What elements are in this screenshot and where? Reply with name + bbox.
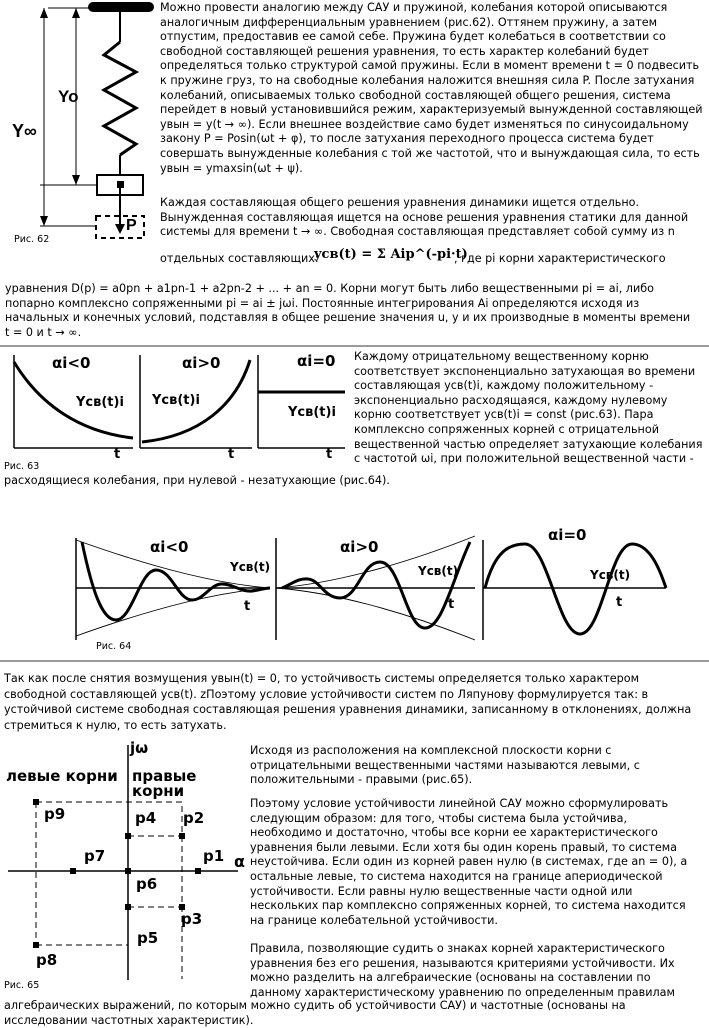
text-line: yвын = ymaxsin(ωt + ψ). (160, 161, 303, 175)
text-line: остальные левые, то система находится на границе апериодической (250, 869, 663, 883)
formula-before: отдельных составляющих: (160, 252, 319, 265)
fig65-p1: p1 (203, 847, 225, 865)
text-line: уравнения без его решения, называются критериями устойчивости. Их (250, 956, 675, 970)
fig64-label-3: Yсв(t) (590, 568, 631, 582)
text-line: системы для времени t → ∞. Свободная составляющая представляет собой сумму из n (160, 225, 675, 239)
fig65-p7: p7 (84, 847, 106, 865)
text-line: к пружине груз, то на свободные колебания наложится внешняя сила P. После затухания (160, 73, 695, 87)
text-line: начальных и конечных условий, подставляя в общее решение значения u, y и их производные в моменты времени (5, 311, 691, 325)
text-line: Правила, позволяющие судить о знаках корней характеристического (250, 942, 665, 955)
text-line: Можно провести аналогию между САУ и пружиной, колебания которой описываются (160, 1, 668, 14)
text-line: вещественной частью определяет затухающие колебания (354, 437, 703, 451)
fig63-alpha-3: αi=0 (297, 352, 336, 370)
figure-63-caption: Рис. 63 (4, 461, 40, 472)
section3-para1 (250, 744, 708, 788)
text-line: данному характеристическому уравнению по определенным правилам (250, 985, 675, 999)
fig64-alpha-2: αi>0 (340, 538, 379, 556)
fig64-label-1: Yсв(t) (230, 560, 271, 574)
section1-para1 (160, 1, 708, 176)
fig63-alpha-1: αi<0 (52, 354, 91, 372)
text-line: совершать вынужденные колебания с той же частотой, что и вынуждающая сила, то есть (160, 146, 700, 160)
label-yinf: Y∞ (12, 121, 37, 141)
text-line: с частотой ωi, при положительной вещественной части - (354, 452, 694, 466)
fig65-p3: p3 (181, 910, 203, 928)
fig63-t-1: t (114, 447, 121, 462)
label-p: P (126, 217, 137, 234)
fig64-alpha-3: αi=0 (548, 526, 587, 544)
fig65-p6: p6 (136, 875, 158, 893)
text-line: перейдет в новый установившийся режим, характеризуемый вынужденной составляющей (160, 103, 703, 117)
fig63-label-2: Yсв(t)i (152, 393, 200, 408)
divider (0, 345, 709, 347)
text-line: закону P = Posin(ωt + φ), то после затухания переходного процесса система будет (160, 132, 654, 146)
section1-para2 (160, 196, 708, 240)
figure-65-caption: Рис. 65 (4, 980, 40, 991)
text-line: устойчивости. Если равны нулю вещественные части одной или (250, 884, 633, 898)
text-line: уравнения были левыми. Если хотя бы один корень правый, то система (250, 840, 678, 854)
fig63-t-3: t (326, 447, 333, 462)
text-line: t = 0 и t → ∞. (5, 325, 82, 339)
label-y0: Yo (58, 87, 79, 106)
text-line: уравнения D(p) = a0pn + a1pn-1 + a2pn-2 + ... + an = 0. Корни могут быть либо вещественными pi = ai, либо (5, 282, 654, 295)
text-line: следующим образом: для того, чтобы система была устойчива, (250, 811, 628, 825)
section1-para3 (5, 282, 708, 340)
text-line: отпустим, предоставив ее самой себе. Пружина будет колебаться в соответствии со (160, 30, 666, 44)
formula-line (160, 246, 708, 278)
text-line: необходимо и достаточно, чтобы все корни ее характеристического (250, 826, 658, 840)
fig64-t-3: t (616, 595, 623, 610)
figure-64-caption: Рис. 64 (96, 641, 132, 652)
fig65-p4: p4 (135, 809, 157, 827)
section3-intro (4, 671, 708, 733)
fig64-t-1: t (244, 599, 251, 614)
text-line: соответствует экспоненциально затухающая во времени (354, 364, 696, 378)
section2-para-tail (4, 474, 708, 489)
text-line: свободной составляющей yсв(t). zПоэтому условие устойчивости систем по Ляпунову формулируется так: в (4, 687, 649, 701)
figure-62-caption: Рис. 62 (14, 234, 50, 245)
fig65-p9: p9 (44, 805, 66, 823)
fig65-right: правые корни (132, 767, 197, 800)
section3-para2 (250, 797, 708, 928)
fig65-p2: p2 (183, 809, 205, 827)
text-line: Так как после снятия возмущения yвын(t) = 0, то устойчивость системы определяется только характером (4, 672, 640, 685)
text-line: свободной составляющей решения уравнения, то есть характер колебаний будет (160, 44, 649, 58)
fig64-t-2: t (448, 597, 455, 612)
text-line: колебаний, описываемых только свободной составляющей общего решения, система (160, 88, 671, 102)
text-line: стремиться к нулю, то есть затухать. (4, 718, 227, 732)
divider (0, 660, 709, 662)
text-line: Каждая составляющая общего решения уравнения динамики ищется отдельно. (160, 196, 640, 209)
text-line: аналогичным дифференциальным уравнением (рис.62). Оттянем пружину, а затем (160, 15, 658, 29)
text-line: неустойчива. Если один из корней равен нулю (в системах, где an = 0), а (250, 855, 688, 869)
section3-para3-tail (4, 999, 708, 1028)
text-line: составляющая yсв(t)i, каждому положительному - (354, 379, 654, 393)
fig65-jw: jω (130, 739, 149, 757)
fig63-alpha-2: αi>0 (182, 354, 221, 372)
text-line: попарно комплексно сопряженными pi = ai ± jωi. Постоянные интегрирования Ai определяются исходя из (5, 296, 640, 310)
fig63-t-2: t (228, 447, 235, 462)
section3-para3 (250, 942, 708, 1000)
text-line: Каждому отрицательному вещественному корню (354, 350, 649, 363)
text-line: нескольких пар комплексно сопряженных корней, то система находится (250, 899, 686, 913)
fig65-left: левые корни (6, 767, 118, 785)
figure-63 (0, 350, 350, 472)
formula: yсв(t) = Σ Aip^(-pi·t) (314, 247, 468, 262)
formula-after: , где pi корни характеристического (454, 252, 666, 265)
text-line: алгебраических выражений, по которым можно судить об устойчивости САУ) и частотные (основаны на (4, 999, 626, 1012)
fig65-p5: p5 (137, 929, 159, 947)
figure-64 (70, 526, 670, 655)
fig64-alpha-1: αi<0 (150, 538, 189, 556)
figure-62 (0, 0, 158, 250)
fig63-label-1: Yсв(t)i (76, 395, 124, 410)
fig65-p8: p8 (36, 951, 58, 969)
text-line: определяться только структурой самой пружины. Если в момент времени t = 0 подвесить (160, 59, 700, 73)
text-line: экспоненциально расходящаяся, каждому нулевому (354, 393, 668, 407)
fig64-label-2: Yсв(t) (418, 564, 459, 578)
section2-para (354, 350, 708, 467)
text-line: можно разделить на алгебраические (основаны на составлении по (250, 971, 651, 985)
text-line: положительными - правыми (рис.65). (250, 773, 473, 787)
text-line: отрицательными вещественными частями называются левыми, с (250, 758, 640, 772)
text-line: Исходя из расположения на комплексной плоскости корни с (250, 744, 612, 757)
figure-65 (0, 735, 246, 995)
text-line: исследовании частотных характеристик). (4, 1013, 254, 1027)
text-line: Вынужденная составляющая ищется на основе решения уравнения статики для данной (160, 210, 689, 224)
fig65-alpha: α (234, 852, 245, 871)
text-line: на границе колебательной устойчивости. (250, 913, 498, 927)
text-line: корню соответствует yсв(t)i = const (рис.63). Пара (354, 408, 654, 422)
text-line: yвын = y(t → ∞). Если внешнее воздействие само будет изменяться по синусоидальному (160, 117, 689, 131)
text-line: расходящиеся колебания, при нулевой - незатухающие (рис.64). (4, 474, 390, 487)
text-line: устойчивой системе свободная составляющая решения уравнения динамики, записанному в отклонениях, должна (4, 703, 692, 716)
text-line: комплексно сопряженных корней с отрицательной (354, 422, 659, 436)
fig63-label-3: Yсв(t)i (288, 405, 336, 420)
text-line: Поэтому условие устойчивости линейной САУ можно сформулировать (250, 797, 669, 810)
